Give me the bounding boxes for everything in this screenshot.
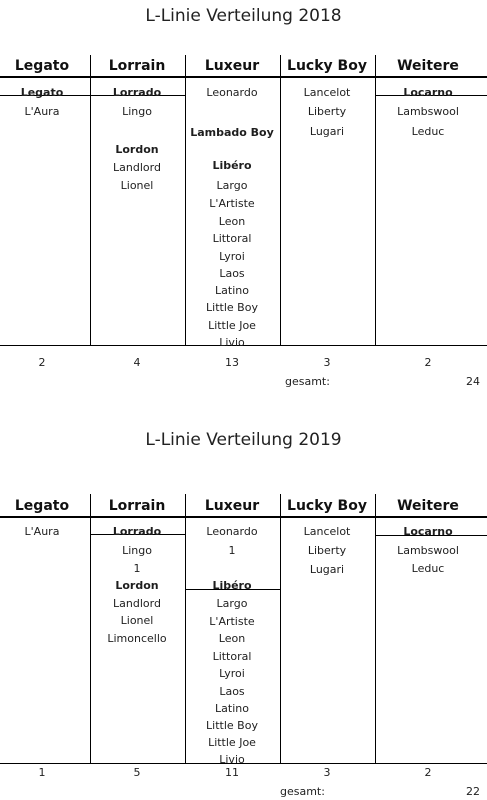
horse-name: Lingo	[122, 544, 152, 557]
horse-name: Leduc	[411, 562, 445, 575]
horse-name: Leonardo	[206, 525, 258, 538]
horse-name: Lionel	[120, 614, 154, 627]
horse-name: Livio	[219, 336, 245, 349]
column-count: 4	[133, 356, 141, 369]
column-count: 3	[323, 356, 331, 369]
horse-name: Leon	[218, 215, 246, 228]
horse-name: Little Joe	[208, 319, 256, 332]
group-label: Lorrado	[112, 86, 162, 99]
horse-name: Lambswool	[397, 105, 459, 118]
group-label: Lambado Boy	[190, 126, 274, 139]
horse-name: Latino	[215, 702, 249, 715]
group-label: Locarno	[403, 86, 453, 99]
column-header-weitere: Weitere	[397, 58, 459, 74]
group-label: Libéro	[212, 579, 252, 592]
horse-name: Leon	[218, 632, 246, 645]
horse-name: Lingo	[122, 105, 152, 118]
horse-name: 1	[228, 544, 236, 557]
horse-name: Leduc	[411, 125, 445, 138]
column-divider	[375, 55, 376, 345]
column-header-luxeur: Luxeur	[204, 58, 260, 74]
horse-name: Laos	[219, 267, 245, 280]
horse-name: Landlord	[113, 161, 161, 174]
table-title: L-Linie Verteilung 2019	[145, 430, 342, 450]
header-rule	[0, 516, 487, 518]
horse-name: L'Aura	[24, 525, 60, 538]
horse-name: Little Boy	[206, 301, 258, 314]
horse-name: Laos	[219, 685, 245, 698]
header-rule	[0, 76, 487, 78]
horse-name: Lancelot	[303, 525, 351, 538]
column-header-weitere: Weitere	[397, 498, 459, 514]
horse-name: Limoncello	[107, 632, 167, 645]
horse-name: Little Boy	[206, 719, 258, 732]
column-count: 3	[323, 766, 331, 779]
column-header-lucky-boy: Lucky Boy	[287, 498, 367, 514]
horse-name: Lyroi	[219, 250, 245, 263]
horse-name: Landlord	[113, 597, 161, 610]
column-count: 11	[225, 766, 239, 779]
horse-name: L'Artiste	[209, 615, 255, 628]
group-label: Lorrado	[112, 525, 162, 538]
group-label: Legato	[20, 86, 64, 99]
column-count: 2	[424, 356, 432, 369]
column-header-legato: Legato	[14, 58, 70, 74]
group-label: Lordon	[115, 143, 159, 156]
horse-name: Largo	[216, 179, 248, 192]
group-label: Locarno	[403, 525, 453, 538]
total-value: 22	[466, 785, 480, 798]
column-count: 2	[38, 356, 46, 369]
group-label: Libéro	[212, 159, 252, 172]
horse-name: Largo	[216, 597, 248, 610]
column-count: 5	[133, 766, 141, 779]
horse-name: Lambswool	[397, 544, 459, 557]
horse-name: Liberty	[307, 105, 347, 118]
total-label: gesamt:	[280, 785, 325, 798]
horse-name: Livio	[219, 753, 245, 766]
total-label: gesamt:	[285, 375, 330, 388]
total-value: 24	[466, 375, 480, 388]
horse-name: Littoral	[212, 650, 252, 663]
group-label: Lordon	[115, 579, 159, 592]
horse-name: Lugari	[309, 563, 345, 576]
column-header-lorrain: Lorrain	[108, 498, 166, 514]
horse-name: Leonardo	[206, 86, 258, 99]
column-header-luxeur: Luxeur	[204, 498, 260, 514]
horse-name: Liberty	[307, 544, 347, 557]
horse-name: 1	[133, 562, 141, 575]
horse-name: Lugari	[309, 125, 345, 138]
horse-name: Littoral	[212, 232, 252, 245]
horse-name: L'Aura	[24, 105, 60, 118]
horse-name: L'Artiste	[209, 197, 255, 210]
column-header-lorrain: Lorrain	[108, 58, 166, 74]
horse-name: Lyroi	[219, 667, 245, 680]
column-header-legato: Legato	[14, 498, 70, 514]
horse-name: Latino	[215, 284, 249, 297]
table-title: L-Linie Verteilung 2018	[145, 6, 342, 26]
column-count: 13	[225, 356, 239, 369]
column-count: 2	[424, 766, 432, 779]
horse-name: Lancelot	[303, 86, 351, 99]
horse-name: Little Joe	[208, 736, 256, 749]
column-count: 1	[38, 766, 46, 779]
horse-name: Lionel	[120, 179, 154, 192]
column-header-lucky-boy: Lucky Boy	[287, 58, 367, 74]
